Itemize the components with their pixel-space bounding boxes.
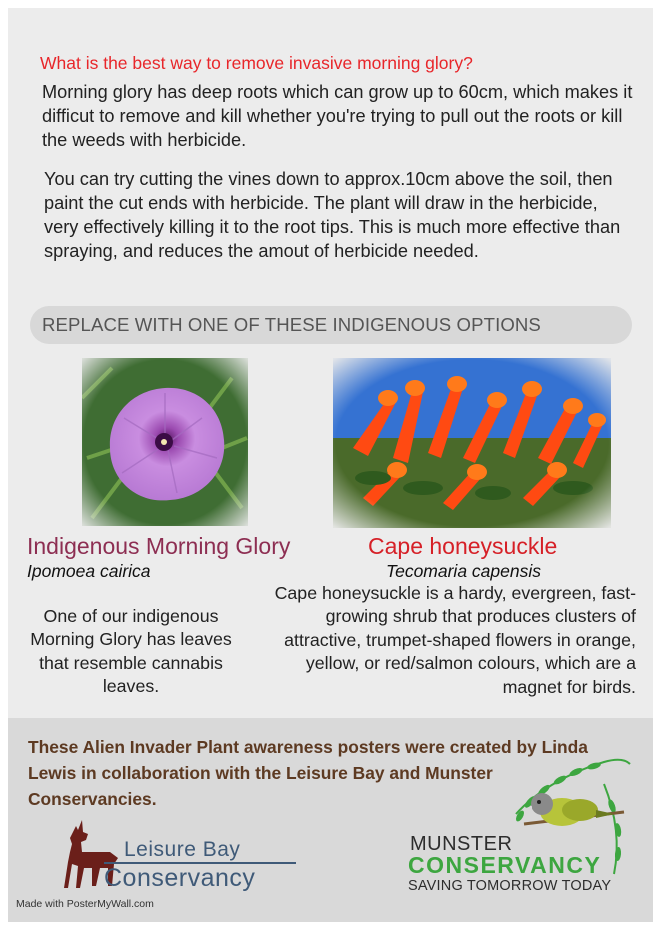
plant-2-common-name: Cape honeysuckle: [368, 533, 558, 559]
leisure-bay-name-line2: Conservancy: [104, 864, 256, 892]
plant-1-common-name: Indigenous Morning Glory: [27, 533, 291, 559]
morning-glory-image: [82, 358, 248, 526]
question-heading: What is the best way to remove invasive morning glory?: [40, 53, 473, 73]
leisure-bay-name-line1: Leisure Bay: [124, 838, 241, 861]
munster-name-line1: MUNSTER: [410, 833, 513, 855]
plant-2-description: Cape honeysuckle is a hardy, evergreen, fast-growing shrub that produces clusters of attractive, trumpet-shaped flowers in orange, yellow, or red/salmon colours, which are a magnet for birds.: [274, 583, 636, 697]
plant-2-latin-name: Tecomaria capensis: [386, 561, 541, 581]
credit-text: These Alien Invader Plant awareness posters were created by Linda Lewis in collaboration with the Leisure Bay and Munster Conservancies.: [28, 737, 588, 809]
banner-text: REPLACE WITH ONE OF THESE INDIGENOUS OPTIONS: [42, 314, 541, 335]
munster-name-line2: CONSERVANCY: [408, 852, 602, 878]
intro-paragraph: Morning glory has deep roots which can grow up to 60cm, which makes it difficut to remove and kill whether you're trying to pull out the roots or kill the weeds with herbicide.: [42, 82, 633, 150]
plant-1-description: One of our indigenous Morning Glory has leaves that resemble cannabis leaves.: [30, 606, 232, 697]
morning-glory-photo: [82, 358, 248, 526]
munster-tagline: SAVING TOMORROW TODAY: [408, 878, 612, 894]
method-paragraph: You can try cutting the vines down to approx.10cm above the soil, then paint the cut ends with herbicide. The plant will draw in the herbicide, very effectively killing it to the root tips. This is much more effective than spraying, and reduces the amout of herbicide needed.: [44, 169, 621, 261]
made-with-footer: Made with PosterMyWall.com: [16, 898, 154, 910]
cape-honeysuckle-photo: [333, 358, 611, 528]
plant-1-latin-name: Ipomoea cairica: [27, 561, 151, 581]
cape-honeysuckle-image: [333, 358, 611, 528]
